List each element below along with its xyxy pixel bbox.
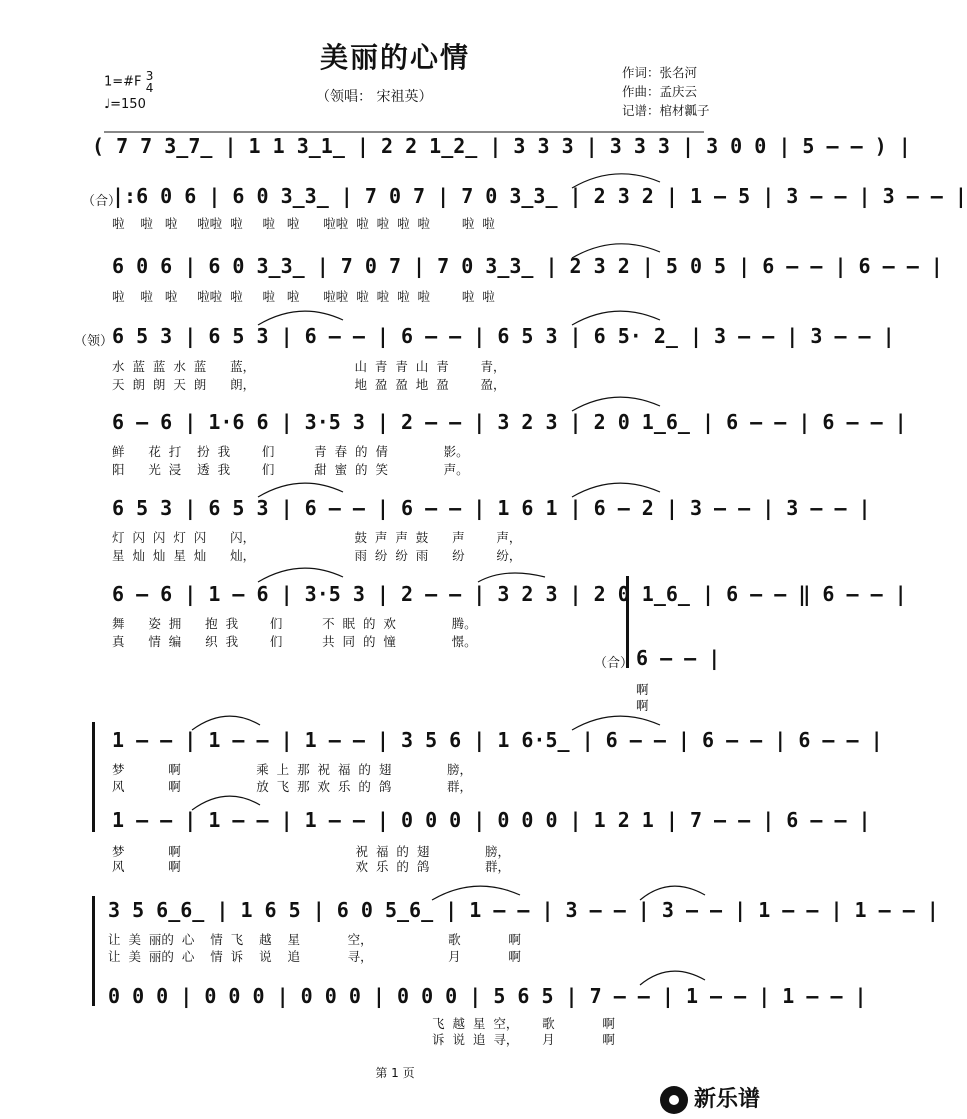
part-label-chorus-2: （合） (594, 656, 634, 671)
composer-credit: 作曲：孟庆云 (622, 84, 698, 99)
refrain-line-1-lyrics-2: 风 啊 放 飞 那 欢 乐 的 鸽 群， (112, 779, 473, 794)
final-bracket (92, 896, 95, 1006)
chorus-branch-notes: 6 — — | (636, 646, 721, 670)
time-signature (146, 70, 154, 94)
transcriber-credit: 记谱：棺材瓤子 (622, 103, 710, 118)
final-line-1-lyrics-1: 让 美 丽的 心 情 飞 越 星 空， 歌 啊 (108, 932, 521, 947)
part-label-lead: （领） (74, 334, 114, 349)
chorus-branch-lyrics-2: 啊 (636, 698, 649, 713)
time-sig-top: 3 (145, 69, 154, 83)
chorus-line-1-notes: |:6 0 6 | 6 0 3̲3̲ | 7 0 7 | 7 0 3̲3̲ | 2 3 2 | 1 — 5 | 3 — — | 3 — — | (112, 184, 967, 208)
verse-line-2-lyrics-2: 阳 光 浸 透 我 们 甜 蜜 的 笑 声。 (112, 462, 469, 477)
refrain-line-1-notes: 1 — — | 1 — — | 1 — — | 3 5 6 | 1 6·5̲ | 6 — — | 6 — — | 6 — — | (112, 728, 883, 752)
lead-singer: （领唱： 宋祖英） (316, 89, 433, 105)
verse-line-2-notes: 6 — 6 | 1·6 6 | 3·5 3 | 2 — — | 3 2 3 | 2 0 1̲6̲ | 6 — — | 6 — — | (112, 410, 907, 434)
key-value: 1=#F (104, 74, 142, 90)
chorus-line-2-notes: 6 0 6 | 6 0 3̲3̲ | 7 0 7 | 7 0 3̲3̲ | 2 3 2 | 5 0 5 | 6 — — | 6 — — | (112, 254, 943, 278)
verse-line-4-lyrics-1: 舞 姿 拥 抱 我 们 不 眠 的 欢 腾。 (112, 616, 477, 631)
refrain-bracket (92, 722, 95, 832)
refrain-line-2-lyrics-2: 风 啊 欢 乐 的 鸽 群， (112, 859, 511, 874)
final-line-2-lyrics-1: 飞 越 星 空， 歌 啊 (432, 1016, 615, 1031)
chorus-branch-lyrics-1: 啊 (636, 682, 649, 697)
record-icon (660, 1086, 688, 1114)
verse-line-4-lyrics-2: 真 情 编 织 我 们 共 同 的 憧 憬。 (112, 634, 477, 649)
verse-line-2-lyrics-1: 鲜 花 打 扮 我 们 青 春 的 倩 影。 (112, 444, 469, 459)
final-line-2-lyrics-2: 诉 说 追 寻， 月 啊 (432, 1032, 615, 1047)
verse-line-4-notes: 6 — 6 | 1 — 6 | 3·5 3 | 2 — — | 3 2 3 | 2 0 1̲6̲ | 6 — — ‖ 6 — — | (112, 582, 907, 606)
part-label-chorus: （合） (82, 194, 122, 209)
verse-line-3-lyrics-1: 灯 闪 闪 灯 闪 闪， 鼓 声 声 鼓 声 声， (112, 530, 522, 545)
tempo-marking: ♩=150 (104, 97, 146, 112)
final-line-1-lyrics-2: 让 美 丽的 心 情 诉 说 追 寻， 月 啊 (108, 949, 521, 964)
chorus-line-1-lyrics: 啦 啦 啦 啦啦 啦 啦 啦 啦啦 啦 啦 啦 啦 啦 啦 (112, 216, 495, 231)
final-line-2-notes: 0 0 0 | 0 0 0 | 0 0 0 | 0 0 0 | 5 6 5 | 7 — — | 1 — — | 1 — — | (108, 984, 867, 1008)
site-logo (660, 1082, 760, 1114)
verse-line-1-lyrics-1: 水 蓝 蓝 水 蓝 蓝， 山 青 青 山 青 青， (112, 359, 506, 374)
chorus-line-2-lyrics: 啦 啦 啦 啦啦 啦 啦 啦 啦啦 啦 啦 啦 啦 啦 啦 (112, 289, 495, 304)
lyricist-credit: 作词：张名河 (622, 65, 698, 80)
key-signature (104, 70, 153, 94)
refrain-line-2-lyrics-1: 梦 啊 祝 福 的 翅 膀， (112, 844, 511, 859)
page-number: 第 1 页 (375, 1066, 415, 1080)
verse-line-1-notes: 6 5 3 | 6 5 3 | 6 — — | 6 — — | 6 5 3 | 6 5· 2̲ | 3 — — | 3 — — | (112, 324, 895, 348)
verse-line-3-notes: 6 5 3 | 6 5 3 | 6 — — | 6 — — | 1 6 1 | 6 — 2 | 3 — — | 3 — — | (112, 496, 871, 520)
time-sig-bottom: 4 (145, 81, 154, 95)
verse-line-3-lyrics-2: 星 灿 灿 星 灿 灿， 雨 纷 纷 雨 纷 纷， (112, 548, 522, 563)
refrain-line-2-notes: 1 — — | 1 — — | 1 — — | 0 0 0 | 0 0 0 | 1 2 1 | 7 — — | 6 — — | (112, 808, 871, 832)
refrain-line-1-lyrics-1: 梦 啊 乘 上 那 祝 福 的 翅 膀， (112, 762, 473, 777)
verse-line-1-lyrics-2: 天 朗 朗 天 朗 朗， 地 盈 盈 地 盈 盈， (112, 377, 506, 392)
final-line-1-notes: 3 5 6̲6̲ | 1 6 5 | 6 0 5̲6̲ | 1 — — | 3 — — | 3 — — | 1 — — | 1 — — | (108, 898, 939, 922)
song-title: 美丽的心情 (319, 41, 470, 74)
logo-text: 新乐谱 (694, 1087, 761, 1112)
intro-notes: ( 7 7 3̲7̲ | 1 1 3̲1̲ | 2 2 1̲2̲ | 3 3 3 | 3 3 3 | 3 0 0 | 5 — — ) | (92, 134, 911, 158)
